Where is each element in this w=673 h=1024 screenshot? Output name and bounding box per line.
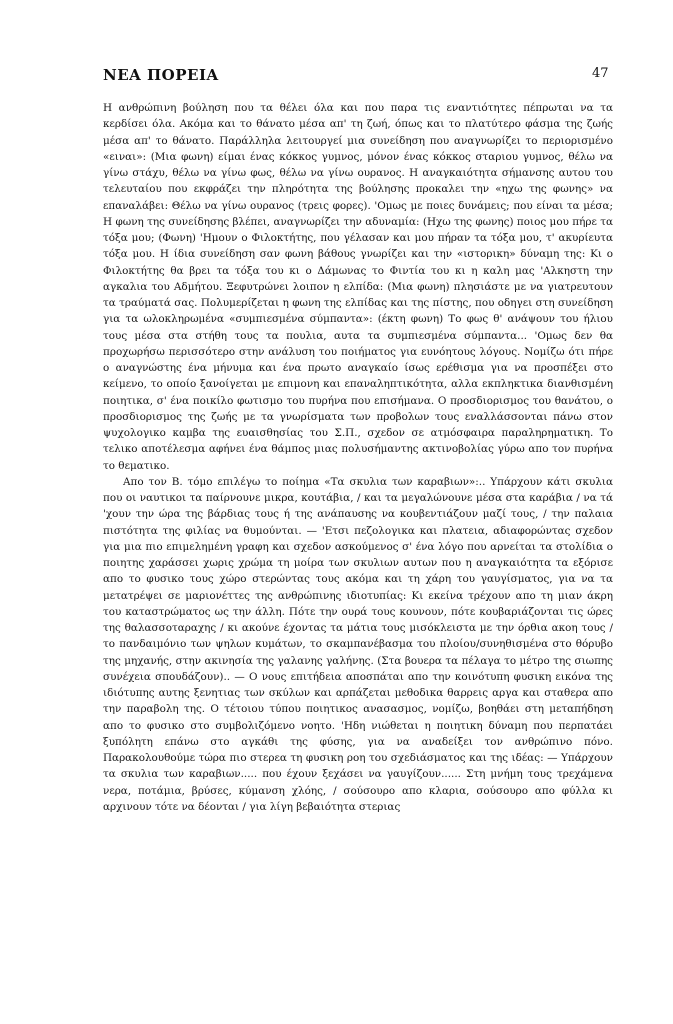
running-title: ΝΕΑ ΠΟΡΕΙΑ [103,66,219,84]
paragraph-2: Απο τον Β. τόμο επιλέγω το ποίημα «Τα σκυλια των καραβιων»:.. Υπάρχουν κάτι σκυλια που οι ναυτικοι τα παίρνουνε μικρα, κουτάβια, / και τα μεγαλώνουνε μέσα στα καράβια / να τά 'χουν την ώρα της βάρδιας τους ή της ανάπαυσης να κουβεντιάζουν μαζί τους, / την παλαια πιστότητα της φιλίας να θυμούνται. — 'Ετσι πεζολογικα και πλατεια, αδιαφορώντας σχεδον για μια πιο επιμελημένη γραφη και σχεδον ασκούμενος σ' ένα λόγο που αρνείται τα στολίδια ο ποιητης χαράσσει χωρις χρώμα τη μοίρα των σκυλιων αυτων που η αναγκαιότητα τα εξόρισε απο το φυσικο τους χώρο στερώντας τους ακόμα και τη χάρη του γαυγίσματος, για να τα μετατρέψει σε μαριονέττες της ανθρώπινης ιδιοτυπίας: Κι εκείνα τρέχουν απο τη μιαν άκρη του καταστρώματος ως την άλλη. Πότε την ουρά τους κουνουν, πότε κουβαριάζονται τις ώρες της θαλασσοταραχης / κι ακούνε έχοντας τα μάτια τους μισόκλειστα με την όρθια ακοη τους / το πανδαιμόνιο των ψηλων κυμάτων, το σκαμπανέβασμα του πλοίου/συνηθισμένα στο θόρυβο της μηχανής, στην ακινησία της γαλανης γαλήνης. (Στα βουερα τα πέλαγα το μέτρο της σιωπης συνέχεια σπουδάζουν).. — Ο νους επιτήδεια αποσπάται απο την κοινότυπη φυσικη εικόνα της ιδιότυπης αυτης ξενητιας των σκύλων και αρπάζεται μεθοδικα θαρρεις αργα και σταθερα απο την παραβολη της. Ο τέτοιου τύπου ποιητικος ανασασμος, νομίζω, βοηθάει στη μεταπήδηση απο το φυσικο στο συμβολιζόμενο νοητο. 'Ηδη νιώθεται η ποιητικη δύναμη που περπατάει ξυπόλητη επάνω στο αγκάθι της φύσης, για να αναδείξει τον ανθρώπινο πόνο. Παρακολουθούμε τώρα πιο στερεα τη φυσικη ροη του σχεδιάσματος και της ιδέας: — Υπάρχουν τα σκυλια των καραβιων..... που έχουν ξεχάσει να γαυγίζουν...... Στη μνήμη τους τρεχάμενα νερα, ποτάμια, βρύσες, κύμανση χλόης, / σούσουρο απο κλαρια, σούσουρο απο φύλλα κι αρχινουν τότε να δέονται / για λίγη βεβαιότητα στεριας [103,475,613,813]
body-text [103,100,613,815]
page-number: 47 [592,66,609,81]
paragraph-1: Η ανθρώπινη βούληση που τα θέλει όλα και που παρα τις εναντιότητες πέπρωται να τα κερδίσει όλα. Ακόμα και το θάνατο μέσα απ' τη ζωή, όπως και το πλατύτερο φάσμα της ζωής μέσα απ' το θάνατο. Παράλληλα λειτουργεί μια συνείδηση που αναγνωρίζει το περιορισμένο «ειναι»: (Μια φωνη) είμαι ένας κόκκος γυμνος, μόνον ένας κόκκος σταριου γυμνος, θέλω να γίνω στάχυ, θέλω να γίνω φως, θέλω να γίνω ουρανος. Η αναγκαιότητα σήμανσης αυτου του τελευταίου που εκφράζει την πληρότητα της βούλησης προκαλει την «ηχω της φωνης» να επαναλάβει: Θέλω να γίνω ουρανος (τρεις φορες). 'Ομως με ποιες δυνάμεις; που είναι τα μέσα; Η φωνη της συνείδησης βλέπει, αναγνωρίζει την αδυναμία: (Ηχω της φωνης) ποιος μου πήρε τα τόξα μου; (Φωνη) 'Ημουν ο Φιλοκτήτης, που γέλασαν και μου πήραν τα τόξα μου, τ' ακυρίευτα τόξα μου. Η ίδια συνείδηση σαν φωνη βάθους γνωρίζει και την «ιστορικη» δύναμη της: Κι ο Φιλοκτήτης θα βρει τα τόξα του κι ο Δάμωνας το Φιντία του κι η καλη μας 'Αλκηστη την αγκαλια του Αδμήτου. Ξεφυτρώνει λοιπον η ελπίδα: (Μια φωνη) πλησιάστε με να γιατρευτουν τα τραύματά σας. Πολυμερίζεται η φωνη της ελπίδας και της πίστης, που οδηγει στη συνείδηση για τα ωλοκληρωμένα «συμπιεσμένα σύμπαντα»: (έκτη φωνη) Το φως θ' ανάψουν του ήλιου τους μέσα στα στήθη τους τα πουλια, αυτα τα συμπιεσμένα σύμπαντα... 'Ομως δεν θα προχωρήσω περισσότερο στην ανάλυση του ποιήματος για ευνόητους λόγους. Νομίζω ότι πήρε ο αναγνώστης ένα μήνυμα και ένα πρωτο αναγκαίο ίσως ερέθισμα για να προσπέξει στο κείμενο, το οποίο ξανοίγεται με επιμονη και επαναληπτικότητα, αλλα εκπληκτικα διανθισμένη ποιητικα, σ' ένα ποικίλο φωτισμο του πυρήνα που επισήμανα. Ο προσδιορισμος του θανάτου, ο προσδιορισμος της ζωής με τα γνωρίσματα των προβολων τους εναλλάσσονται πάνω στον ψυχολογικο καμβα της ευαισθησίας του Σ.Π., σχεδον σε ατμόσφαιρα παραληρηματικη. Το τελικο αποτέλεσμα αφήνει ένα θάμπος μιας πολυσήμαντης ακτινοβολίας γύρω απο τον πυρήνα το θεματικο. [103,102,613,472]
